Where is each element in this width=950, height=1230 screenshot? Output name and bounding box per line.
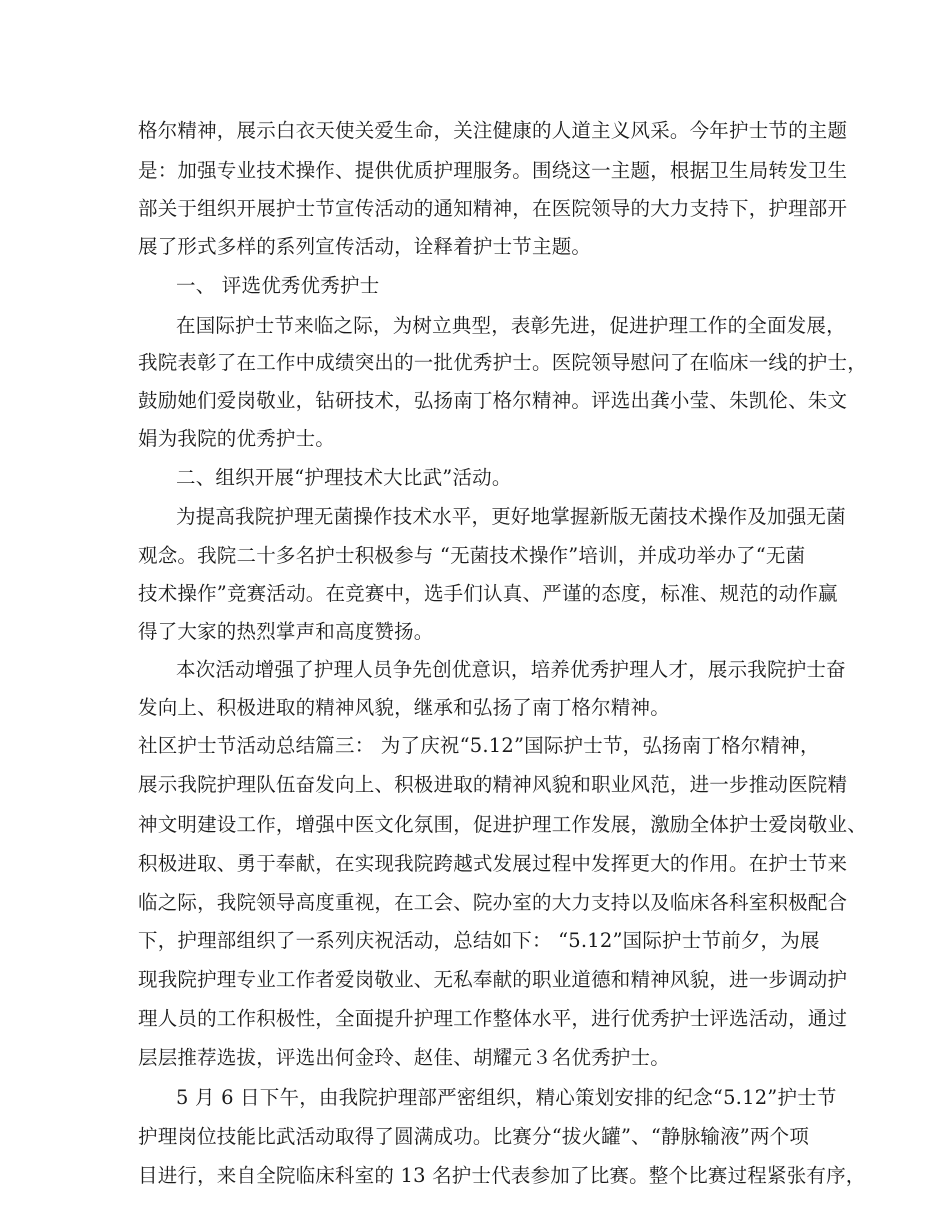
text-line: 观念。我院二十多名护士积极参与 “无菌技术操作”培训，并成功举办了“无菌 bbox=[138, 544, 806, 567]
text-line: 积极进取、勇于奉献，在实现我院跨越式发展过程中发挥更大的作用。在护士节来 bbox=[138, 852, 848, 875]
text-line: 护理岗位技能比武活动取得了圆满成功。比赛分“拔火罐”、“静脉输液”两个项 bbox=[138, 1125, 810, 1148]
text-line: 神文明建设工作，增强中医文化氛围，促进护理工作发展，激励全体护士爱岗敬业、 bbox=[138, 813, 867, 836]
text-line: 下，护理部组织了一系列庆祝活动，总结如下： “5.12”国际护士节前夕，为展 bbox=[138, 929, 820, 952]
text-line: 发向上、积极进取的精神风貌，继承和弘扬了南丁格尔精神。 bbox=[138, 696, 670, 719]
text-line: 是：加强专业技术操作、提供优质护理服务。围绕这一主题，根据卫生局转发卫生 bbox=[138, 159, 848, 182]
text-line: 为提高我院护理无菌操作技术水平，更好地掌握新版无菌技术操作及加强无菌 bbox=[176, 505, 846, 528]
section-heading: 一、 评选优秀优秀护士 bbox=[176, 274, 380, 297]
section-title-line: 社区护士节活动总结篇三： 为了庆祝“5.12”国际护士节，弘扬南丁格尔精神， bbox=[138, 734, 820, 757]
text-line: 本次活动增强了护理人员争先创优意识，培养优秀护理人才，展示我院护士奋 bbox=[176, 658, 846, 681]
text-line: 得了大家的热烈掌声和高度赞扬。 bbox=[138, 620, 434, 643]
text-line: 层层推荐选拔，评选出何金玲、赵佳、胡耀元３名优秀护士。 bbox=[138, 1046, 670, 1069]
text-line: 目进行，来自全院临床科室的 13 名护士代表参加了比赛。整个比赛过程紧张有序， bbox=[138, 1164, 866, 1187]
text-line: 鼓励她们爱岗敬业，钻研技术，弘扬南丁格尔精神。评选出龚小莹、朱凯伦、朱文 bbox=[138, 389, 848, 412]
text-line: 现我院护理专业工作者爱岗敬业、无私奉献的职业道德和精神风貌，进一步调动护 bbox=[138, 968, 848, 991]
text-line: 我院表彰了在工作中成绩突出的一批优秀护士。医院领导慰问了在临床一线的护士， bbox=[138, 351, 867, 374]
text-line: 在国际护士节来临之际，为树立典型，表彰先进，促进护理工作的全面发展， bbox=[176, 314, 846, 337]
text-line: 部关于组织开展护士节宣传活动的通知精神，在医院领导的大力支持下，护理部开 bbox=[138, 197, 848, 220]
text-line: 娟为我院的优秀护士。 bbox=[138, 427, 336, 450]
text-line: 展示我院护理队伍奋发向上、积极进取的精神风貌和职业风范，进一步推动医院精 bbox=[138, 773, 848, 796]
text-line: 5 月 6 日下午，由我院护理部严密组织，精心策划安排的纪念“5.12”护士节 bbox=[176, 1086, 837, 1109]
text-line: 技术操作”竞赛活动。在竞赛中，选手们认真、严谨的态度，标准、规范的动作赢 bbox=[138, 582, 838, 605]
text-line: 格尔精神，展示白衣天使关爱生命，关注健康的人道主义风采。今年护士节的主题 bbox=[138, 119, 848, 142]
text-line: 展了形式多样的系列宣传活动，诠释着护士节主题。 bbox=[138, 235, 592, 258]
section-heading: 二、组织开展“护理技术大比武”活动。 bbox=[176, 466, 512, 489]
text-line: 临之际，我院领导高度重视，在工会、院办室的大力支持以及临床各科室积极配合 bbox=[138, 891, 848, 914]
text-line: 理人员的工作积极性，全面提升护理工作整体水平，进行优秀护士评选活动，通过 bbox=[138, 1007, 848, 1030]
